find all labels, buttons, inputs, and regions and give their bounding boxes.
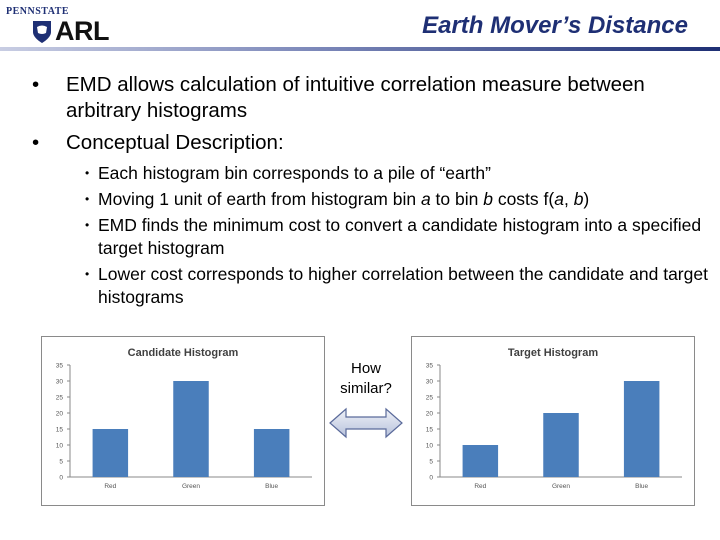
target-histogram-chart xyxy=(411,336,695,506)
sub-bullet-dot-icon: • xyxy=(85,267,90,281)
y-tick-label: 35 xyxy=(55,362,63,370)
double-arrow-icon xyxy=(328,407,404,439)
header-divider xyxy=(0,47,720,51)
sub-bullet-text: Lower cost corresponds to higher correlation between the candidate and target histograms xyxy=(98,264,708,307)
y-tick-label: 0 xyxy=(429,474,433,482)
pennstate-arl-logo xyxy=(6,6,126,46)
sub-bullet-dot-icon: • xyxy=(85,192,90,206)
sub-bullet-item xyxy=(28,214,708,260)
y-tick-label: 15 xyxy=(425,426,433,434)
y-tick-label: 25 xyxy=(425,394,433,402)
x-tick-label: Green xyxy=(551,483,571,490)
bar-red xyxy=(93,429,128,477)
sub-bullet-text: Moving 1 unit of earth from histogram bin a to bin b costs f(a, b) xyxy=(98,189,590,209)
variable-b: b xyxy=(483,189,493,209)
sub-bullet-item xyxy=(28,263,708,309)
bullet-text: Conceptual Description: xyxy=(66,131,284,154)
chart-title: Candidate Histogram xyxy=(127,347,239,359)
sub-bullet-item xyxy=(28,188,708,211)
y-tick-label: 35 xyxy=(425,362,433,370)
logo-lab-text: ARL xyxy=(55,16,109,46)
x-tick-label: Red xyxy=(104,483,117,490)
y-tick-label: 20 xyxy=(425,410,433,418)
sub-bullet-dot-icon: • xyxy=(85,166,90,180)
variable-a: a xyxy=(554,189,564,209)
y-tick-label: 30 xyxy=(55,378,63,386)
y-tick-label: 5 xyxy=(59,458,63,466)
x-tick-label: Green xyxy=(181,483,201,490)
sub-bullet-list xyxy=(28,162,708,309)
x-tick-label: Red xyxy=(474,483,487,490)
y-tick-label: 0 xyxy=(59,474,63,482)
variable-a: a xyxy=(420,189,431,209)
bullet-item xyxy=(28,72,708,124)
logo-institution-text: PENNSTATE xyxy=(6,6,70,17)
candidate-histogram-svg xyxy=(42,337,324,505)
slide-content xyxy=(28,72,708,312)
variable-b: b xyxy=(573,189,584,209)
candidate-histogram-chart xyxy=(41,336,325,506)
sub-bullet-item xyxy=(28,162,708,185)
bar-green xyxy=(173,381,208,477)
y-tick-label: 25 xyxy=(55,394,63,402)
bullet-dot-icon: • xyxy=(32,73,40,96)
chart-title: Target Histogram xyxy=(507,347,599,359)
x-tick-label: Blue xyxy=(635,483,649,490)
sub-bullet-text: Each histogram bin corresponds to a pile of “earth” xyxy=(98,163,491,183)
target-histogram-svg xyxy=(412,337,694,505)
y-tick-label: 10 xyxy=(425,442,433,450)
bar-blue xyxy=(624,381,659,477)
y-tick-label: 15 xyxy=(55,426,63,434)
y-tick-label: 30 xyxy=(425,378,433,386)
bar-green xyxy=(543,413,578,477)
bullet-item xyxy=(28,130,708,156)
slide-title: Earth Mover’s Distance xyxy=(422,12,688,39)
bullet-text: EMD allows calculation of intuitive correlation measure between arbitrary histograms xyxy=(66,73,645,122)
nittany-lion-shield-icon xyxy=(32,20,52,44)
bar-red xyxy=(463,445,498,477)
bullet-dot-icon: • xyxy=(32,131,40,154)
y-tick-label: 10 xyxy=(55,442,63,450)
y-tick-label: 20 xyxy=(55,410,63,418)
y-tick-label: 5 xyxy=(429,458,433,466)
sub-bullet-text: EMD finds the minimum cost to convert a candidate histogram into a specified target histogram xyxy=(98,215,702,258)
comparison-question: How similar? xyxy=(340,360,392,397)
x-tick-label: Blue xyxy=(265,483,279,490)
sub-bullet-dot-icon: • xyxy=(85,218,90,232)
bar-blue xyxy=(254,429,289,477)
